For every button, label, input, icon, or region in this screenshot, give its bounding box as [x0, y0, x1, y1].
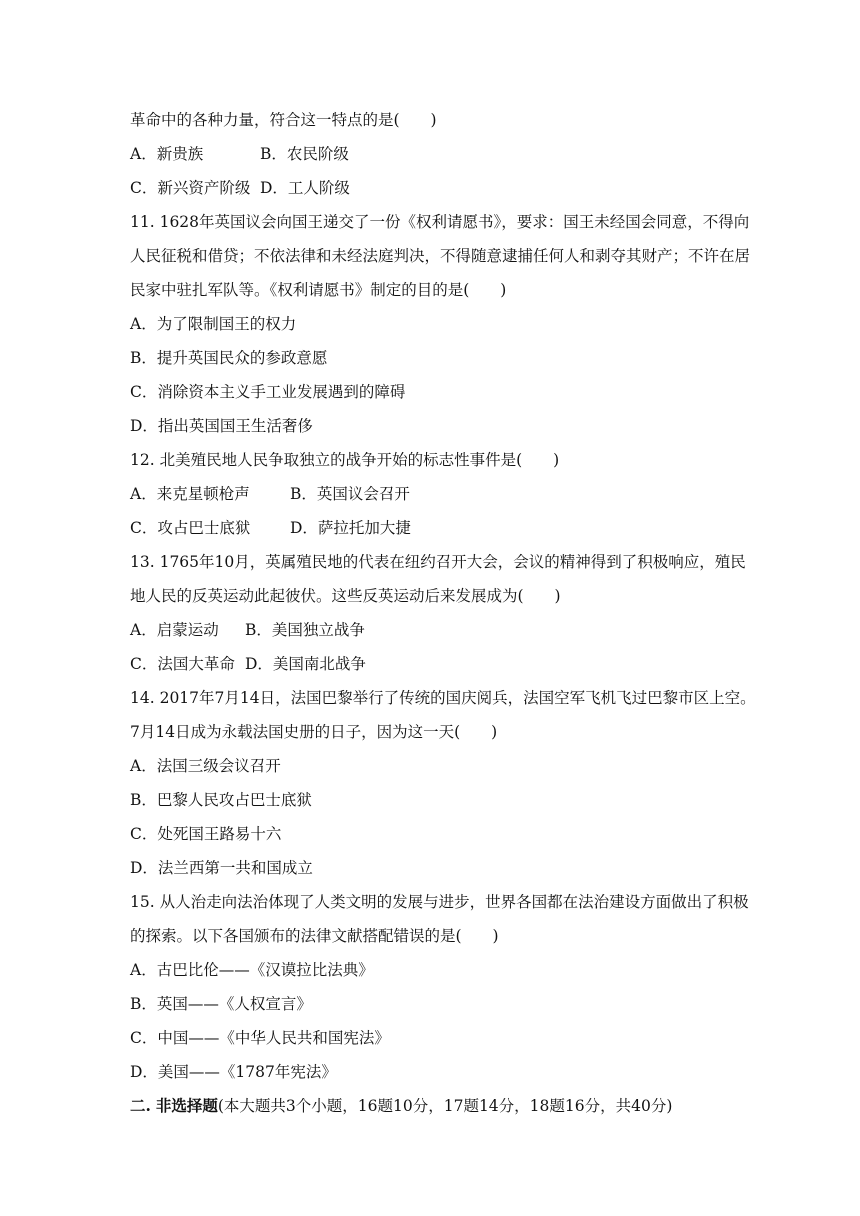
q11-stem-line-2: 人民征税和借贷；不依法律和未经法庭判决，不得随意逮捕任何人和剥夺其财产；不许在居 [130, 247, 751, 265]
q12-option-c: C．攻占巴士底狱 [130, 519, 251, 537]
q12-options-row-1 [130, 483, 740, 505]
q15-stem-line-2: 的探索。以下各国颁布的法律文献搭配错误的是( ) [130, 927, 499, 945]
q13-stem-line-2: 地人民的反英运动此起彼伏。这些反英运动后来发展成为( ) [130, 587, 561, 605]
q13-stem-line-1: 13. 1765年10月，英属殖民地的代表在纽约召开大会，会议的精神得到了积极响应，殖民 [130, 553, 746, 571]
section-title: 非选择题 [155, 1096, 218, 1115]
q14-option-a: A．法国三级会议召开 [130, 757, 281, 775]
q10-options-row-2 [130, 177, 740, 199]
q12-option-d: D．萨拉托加大捷 [290, 519, 411, 537]
q13-options-row-1 [130, 619, 740, 641]
q11-stem-line-1: 11. 1628年英国议会向国王递交了一份《权利请愿书》，要求：国王未经国会同意，不得向 [130, 213, 750, 231]
q10-options-row-1 [130, 143, 740, 165]
q12-stem: 12. 北美殖民地人民争取独立的战争开始的标志性事件是( ) [130, 451, 560, 469]
q12-option-a: A．来克星顿枪声 [130, 485, 250, 503]
q13-option-b: B．美国独立战争 [245, 621, 365, 639]
q15-stem-line-1: 15. 从人治走向法治体现了人类文明的发展与进步，世界各国都在法治建设方面做出了积极 [130, 893, 749, 911]
q14-stem-line-1: 14. 2017年7月14日，法国巴黎举行了传统的国庆阅兵，法国空军飞机飞过巴黎市区上空。 [130, 689, 756, 707]
q15-option-c: C．中国——《中华人民共和国宪法》 [130, 1029, 390, 1047]
q15-option-b: B．英国——《人权宣言》 [130, 995, 312, 1013]
q11-option-d: D．指出英国国王生活奢侈 [130, 417, 313, 435]
q11-option-a: A．为了限制国王的权力 [130, 315, 297, 333]
q10-option-a: A．新贵族 [130, 145, 204, 163]
q15-option-d: D．美国——《1787年宪法》 [130, 1063, 337, 1081]
q14-stem-line-2: 7月14日成为永载法国史册的日子，因为这一天( ) [130, 723, 498, 741]
section-number: 二. [130, 1096, 151, 1115]
q13-option-c: C．法国大革命 [130, 655, 235, 673]
q14-option-b: B．巴黎人民攻占巴士底狱 [130, 791, 312, 809]
q14-option-c: C．处死国王路易十六 [130, 825, 282, 843]
q11-stem-line-3: 民家中驻扎军队等。《权利请愿书》制定的目的是( ) [130, 281, 507, 299]
q13-options-row-2 [130, 653, 740, 675]
q13-option-d: D．美国南北战争 [245, 655, 366, 673]
q12-options-row-2 [130, 517, 740, 539]
q10-option-b: B．农民阶级 [260, 145, 349, 163]
section-two-heading [130, 1095, 740, 1117]
q11-option-b: B．提升英国民众的参政意愿 [130, 349, 328, 367]
q11-option-c: C．消除资本主义手工业发展遇到的障碍 [130, 383, 406, 401]
q15-option-a: A．古巴比伦——《汉谟拉比法典》 [130, 961, 374, 979]
q13-option-a: A．启蒙运动 [130, 621, 219, 639]
q14-option-d: D．法兰西第一共和国成立 [130, 859, 313, 877]
q10-stem-continuation: 革命中的各种力量，符合这一特点的是( ) [130, 111, 437, 129]
section-note: (本大题共3个小题，16题10分，17题14分，18题16分，共40分) [217, 1097, 673, 1115]
q10-option-c: C．新兴资产阶级 [130, 179, 251, 197]
q10-option-d: D．工人阶级 [260, 179, 350, 197]
q12-option-b: B．英国议会召开 [290, 485, 410, 503]
